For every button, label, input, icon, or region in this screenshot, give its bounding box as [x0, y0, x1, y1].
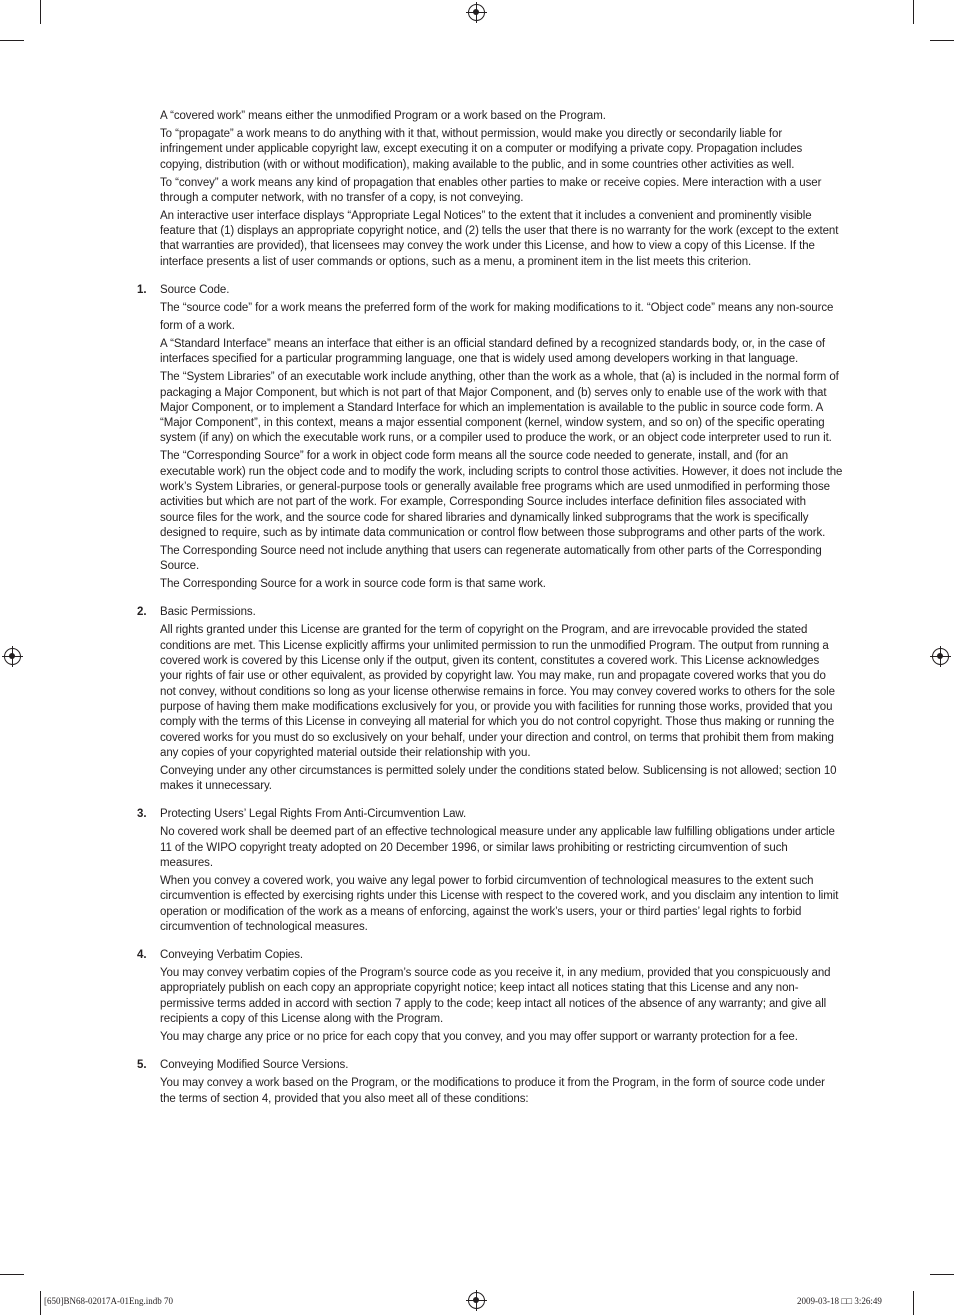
intro-paragraph: To “propagate” a work means to do anything with it that, without permission, would make you directly or secondarily liable for infringement under applicable copyright law, except executing it on a computer or modifying a private copy. Propagation includes copying, distribution (with or without modification), making available to the public, and in some countries other activities as well.	[160, 127, 803, 171]
intro-paragraph: To “convey” a work means any kind of propagation that enables other parties to make or receive copies. Mere interaction with a user through a computer network, with no transfer of a copy, is not conveying.	[160, 176, 822, 204]
section-title: Source Code.	[160, 284, 230, 297]
crop-mark	[930, 40, 954, 41]
section-anti-circumvention	[137, 807, 843, 935]
crop-mark	[0, 40, 24, 41]
crop-mark	[0, 1274, 24, 1275]
section-number: 4.	[137, 949, 147, 962]
intro-paragraph: A “covered work” means either the unmodified Program or a work based on the Program.	[160, 110, 606, 122]
document-body	[137, 109, 843, 1110]
section-number: 3.	[137, 808, 147, 821]
footer-file-label: [650]BN68-02017A-01Eng.indb 70	[44, 1296, 173, 1306]
section-title: Protecting Users’ Legal Rights From Anti-Circumvention Law.	[160, 808, 467, 821]
registration-mark-icon	[932, 648, 949, 665]
section-paragraph: The Corresponding Source for a work in source code form is that same work.	[160, 578, 546, 591]
section-paragraph: The “System Libraries” of an executable work include anything, other than the work as a whole, that (a) is included in the normal form of packaging a Major Component, but which is not part of that Major Component, and (b) serves only to enable use of the work with that Major Component, or to implement a Standard Interface for which an implementation is available to the public in source code form. A “Major Component”, in this context, means a major essential component (kernel, window system, and so on) of the specific operating system (if any) on which the executable work runs, or a compiler used to produce the work, or an object code interpreter used to run it.	[160, 371, 839, 445]
registration-mark-icon	[468, 1292, 485, 1309]
section-title: Conveying Verbatim Copies.	[160, 949, 304, 962]
crop-mark	[913, 1291, 914, 1315]
section-paragraph: The “source code” for a work means the preferred form of the work for making modifications to it. “Object code” means any non-source	[160, 302, 834, 315]
section-paragraph: A “Standard Interface” means an interface that either is an official standard defined by a recognized standards body, or, in the case of interfaces specified for a particular programming language, one that is widely used among developers working in that language.	[160, 337, 826, 366]
section-paragraph: No covered work shall be deemed part of an effective technological measure under any applicable law fulfilling obligations under article 11 of the WIPO copyright treaty adopted on 20 December 1996, or similar laws prohibiting or restricting circumvention of such measures.	[160, 826, 835, 869]
intro-paragraph: An interactive user interface displays “Appropriate Legal Notices” to the extent that it includes a convenient and prominently visible feature that (1) displays an appropriate copyright notice, and (2) tells the user that there is no warranty for the work (except to the extent that warranties are provided), that licensees may convey the work under this License, and how to view a copy of this License. If the interface presents a list of user commands or options, such as a menu, a prominent item in the list meets this criterion.	[160, 209, 839, 268]
section-paragraph: When you convey a covered work, you waive any legal power to forbid circumvention of technological measures to the extent such circumvention is effected by exercising rights under this License with respect to the covered work, and you disclaim any intention to limit operation or modification of the work as a means of enforcing, against the work’s users, your or third parties’ legal rights to forbid circumvention of technological measures.	[160, 874, 839, 933]
crop-mark	[40, 1291, 41, 1315]
crop-mark	[40, 0, 41, 24]
section-paragraph: form of a work.	[160, 320, 235, 332]
footer-timestamp: 2009-03-18 □□ 3:26:49	[797, 1296, 882, 1306]
section-title: Basic Permissions.	[160, 606, 256, 619]
section-paragraph: You may convey a work based on the Program, or the modifications to produce it from the Program, in the form of source code under the terms of section 4, provided that you also meet all of these conditions:	[160, 1077, 825, 1105]
section-paragraph: You may convey verbatim copies of the Program’s source code as you receive it, in any medium, provided that you conspicuously and appropriately publish on each copy an appropriate copyright notice; keep intact all notices stating that this License and any non-permissive terms added in accord with section 7 apply to the code; keep intact all notices of the absence of any warranty; and give all recipients a copy of this License along with the Program.	[160, 967, 831, 1026]
section-title: Conveying Modified Source Versions.	[160, 1059, 349, 1072]
section-paragraph: All rights granted under this License are granted for the term of copyright on the Program, and are irrevocable provided the stated conditions are met. This License explicitly affirms your unlimited permission to run the unmodified Program. The output from running a covered work is covered by this License only if the output, given its content, constitutes a covered work. This License acknowledges your rights of fair use or other equivalent, as provided by copyright law. You may make, run and propagate covered works that you do not convey, without conditions so long as your license otherwise remains in force. You may convey covered works to others for the sole purpose of having them make modifications exclusively for you, or provide you with facilities for running those works, provided that you comply with the terms of this License in conveying all material for which you do not control copyright. Those thus making or running the covered works for you must do so exclusively on your behalf, under your direction and control, on terms that prohibit them from making any copies of your copyrighted material outside their relationship with you.	[160, 624, 835, 759]
section-paragraph: The “Corresponding Source” for a work in object code form means all the source code needed to generate, install, and (for an executable work) run the object code and to modify the work, including scripts to control those activities. However, it does not include the work’s System Libraries, or general-purpose tools or generally available free programs which are used unmodified in performing those activities but which are not part of the work. For example, Corresponding Source includes interface definition files associated with source files for the work, and the source code for shared libraries and dynamically linked subprograms that the work is specifically designed to require, such as by intimate data communication or control flow between those subprograms and other parts of the work.	[160, 450, 843, 539]
section-modified-source	[137, 1058, 843, 1107]
section-basic-permissions	[137, 605, 843, 794]
crop-mark	[930, 1274, 954, 1275]
registration-mark-icon	[468, 4, 485, 21]
registration-mark-icon	[4, 648, 21, 665]
crop-mark	[913, 0, 914, 24]
intro-section	[137, 109, 843, 270]
section-number: 5.	[137, 1059, 147, 1072]
section-number: 2.	[137, 606, 147, 619]
section-verbatim-copies	[137, 948, 843, 1045]
section-number: 1.	[137, 284, 147, 297]
section-paragraph: Conveying under any other circumstances is permitted solely under the conditions stated below. Sublicensing is not allowed; section 10 makes it unnecessary.	[160, 764, 837, 793]
section-source-code	[137, 283, 843, 592]
section-paragraph: You may charge any price or no price for each copy that you convey, and you may offer support or warranty protection for a fee.	[160, 1031, 798, 1044]
section-paragraph: The Corresponding Source need not include anything that users can regenerate automatically from other parts of the Corresponding Source.	[160, 544, 822, 573]
